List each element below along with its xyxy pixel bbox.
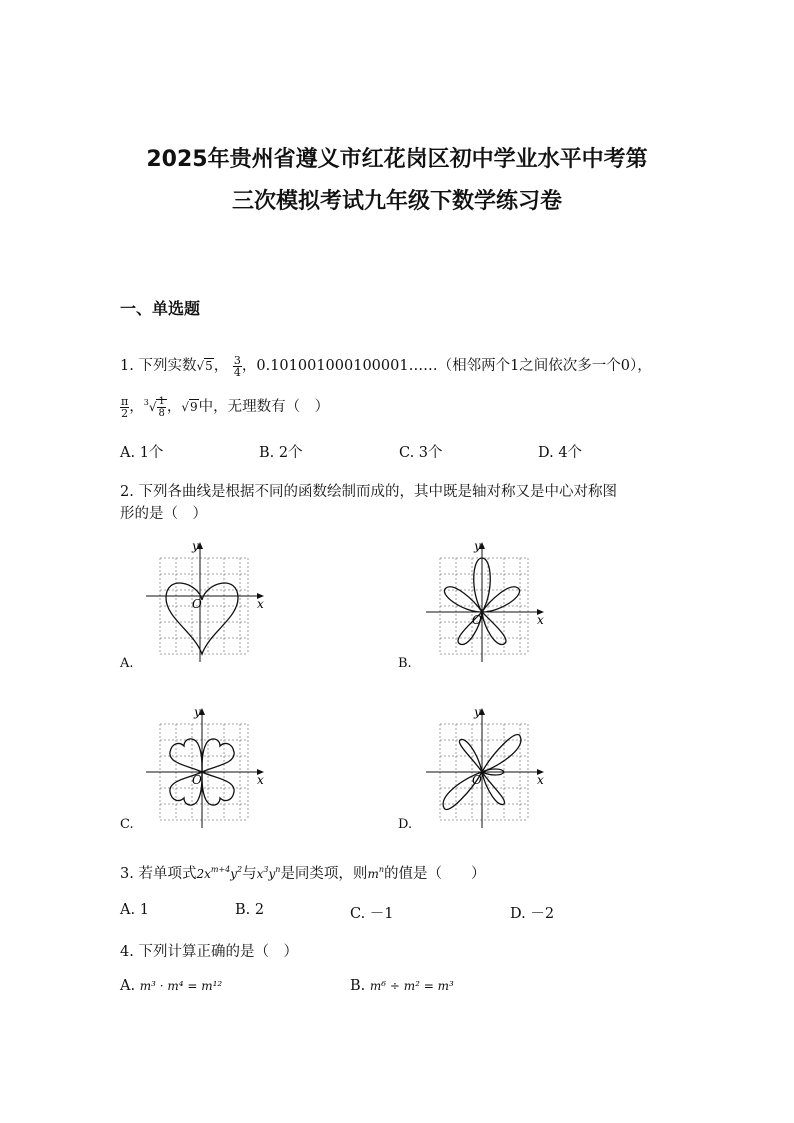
axis-x-label: x <box>537 773 544 787</box>
cube-root-index: 3 <box>143 398 149 408</box>
q4-option-b-label: B. <box>350 978 366 994</box>
q1-option-c[interactable]: C. 3个 <box>399 445 443 461</box>
q2-option-d[interactable]: D. <box>398 817 413 832</box>
q3-prefix: 3. 若单项式 <box>120 866 197 882</box>
title-line-2: 三次模拟考试九年级下数学练习卷 <box>231 189 562 214</box>
q2-option-a[interactable]: A. <box>120 656 134 671</box>
q1-option-b[interactable]: B. 2个 <box>259 445 303 461</box>
question-1-line-1 <box>120 354 652 378</box>
axis-y-label: y <box>192 540 199 553</box>
q1-prefix: 1. 下列实数 <box>120 358 197 374</box>
q3-option-a[interactable]: A. 1 <box>120 902 149 918</box>
q1-option-d[interactable]: D. 4个 <box>538 445 583 461</box>
origin-label: O <box>472 773 482 787</box>
monomial-2: $x^3y^n$ <box>256 865 281 881</box>
q1-option-a[interactable]: A. 1个 <box>120 445 164 461</box>
grid <box>160 558 248 654</box>
origin-label: O <box>192 597 202 611</box>
power-m-n: $m^n$ <box>367 865 384 881</box>
question-2-line-1: 2. 下列各曲线是根据不同的函数绘制而成的，其中既是轴对称又是中心对称图 <box>120 484 617 500</box>
q4-option-b-expr: m⁶ ÷ m² = m³ <box>369 979 454 993</box>
q4-option-b[interactable] <box>350 978 454 994</box>
question-4: 4. 下列计算正确的是（ ） <box>120 944 298 960</box>
q4-option-a-label: A. <box>120 978 136 994</box>
graph-d-petals <box>420 706 550 831</box>
q3-option-d[interactable]: D. －2 <box>510 906 555 922</box>
q3-option-c[interactable]: C. －1 <box>350 906 394 922</box>
sqrt-nine: √9 <box>181 400 198 414</box>
graph-a-heart <box>140 540 270 665</box>
q3-option-b[interactable]: B. 2 <box>235 902 265 918</box>
q1-separator: ， <box>213 358 229 374</box>
section-heading: 一、单选题 <box>120 299 201 318</box>
q2-option-b[interactable]: B. <box>398 656 412 671</box>
q4-option-a-expr: m³ · m⁴ = m¹² <box>139 979 223 993</box>
fraction-three-quarters: $\frac{3}{4}$ <box>233 353 241 379</box>
q2-option-c[interactable]: C. <box>120 817 134 832</box>
q1-tail: ，0.101001000100001……（相邻两个1之间依次多一个0）， <box>241 358 652 374</box>
q3-and: 与 <box>242 866 257 882</box>
origin-label: O <box>472 613 482 627</box>
graph-b-flower <box>420 540 550 665</box>
q3-end: 的值是（ ） <box>383 866 486 882</box>
question-3 <box>120 862 485 883</box>
monomial-1: $2x^{m+4}y^2$ <box>196 865 243 881</box>
axis-x-label: x <box>257 773 264 787</box>
fraction-pi-over-two: $\frac{\pi}{2}$ <box>121 394 129 420</box>
sqrt-five: √5 <box>196 359 213 373</box>
origin-label: O <box>192 773 202 787</box>
axis-x-label: x <box>537 613 544 627</box>
graph-c-clover <box>140 706 270 831</box>
q1-line2-tail: 中，无理数有（ ） <box>198 399 330 415</box>
axis-y-label: y <box>194 706 201 719</box>
question-1-line-2: $\frac{\pi}{2}$ ，$^3$√ $\frac{1}{8}$ ，√9中，无理数有（ ） <box>121 394 330 420</box>
q4-option-a[interactable] <box>120 978 222 994</box>
title-line-1: 2025年贵州省遵义市红花岗区初中学业水平中考第 <box>146 147 648 172</box>
axis-y-label: y <box>474 540 481 553</box>
axis-x-label: x <box>257 597 264 611</box>
question-2-line-2: 形的是（ ） <box>120 506 207 522</box>
q3-after: 是同类项，则 <box>280 866 368 882</box>
cube-root-one-eighth: √ $\frac{1}{8}$ <box>148 396 165 419</box>
axis-y-label: y <box>474 706 481 719</box>
